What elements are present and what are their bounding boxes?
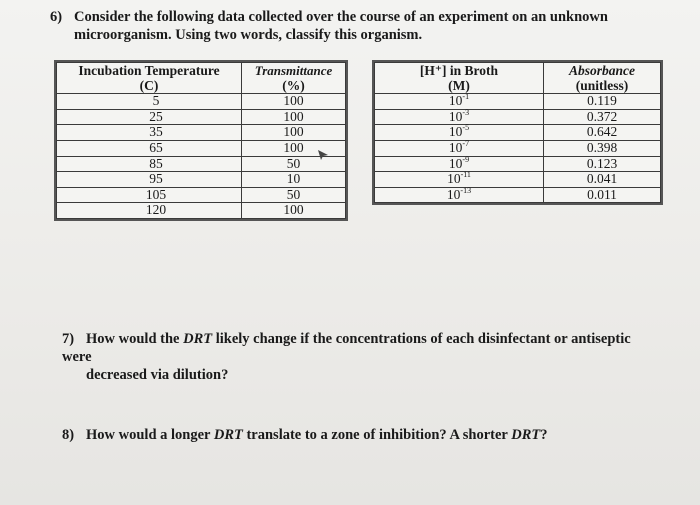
table-row bbox=[375, 109, 661, 125]
table-row bbox=[57, 187, 346, 203]
question-6 bbox=[50, 8, 650, 44]
absorbance-cell: 0.041 bbox=[544, 172, 661, 188]
mouse-cursor-icon bbox=[316, 148, 330, 162]
concentration-cell: $10^{-11}$ bbox=[375, 172, 544, 188]
concentration-cell: $10^{-1}$ bbox=[375, 94, 544, 110]
drt-term: DRT bbox=[213, 427, 243, 443]
absorbance-cell: 0.123 bbox=[544, 156, 661, 172]
table-row bbox=[375, 187, 661, 203]
table-header-row bbox=[375, 63, 661, 94]
absorbance-cell: 0.372 bbox=[544, 109, 661, 125]
table-row bbox=[57, 203, 346, 219]
temperature-cell: 65 bbox=[57, 140, 242, 156]
table-row bbox=[375, 140, 661, 156]
table-row bbox=[57, 172, 346, 188]
concentration-cell: $10^{-7}$ bbox=[375, 140, 544, 156]
concentration-cell: $10^{-9}$ bbox=[375, 156, 544, 172]
absorbance-cell: 0.642 bbox=[544, 125, 661, 141]
temperature-cell: 25 bbox=[57, 109, 242, 125]
concentration-cell: $10^{-13}$ bbox=[375, 187, 544, 203]
temperature-transmittance-table bbox=[56, 62, 346, 219]
hydrogen-absorbance-table bbox=[374, 62, 661, 203]
table-row bbox=[57, 140, 346, 156]
concentration-cell: $10^{-5}$ bbox=[375, 125, 544, 141]
transmittance-cell: 100 bbox=[242, 94, 346, 110]
absorbance-cell: 0.119 bbox=[544, 94, 661, 110]
transmittance-cell: 10 bbox=[242, 172, 346, 188]
temperature-cell: 5 bbox=[57, 94, 242, 110]
table-row bbox=[375, 172, 661, 188]
header-incubation-temperature: Incubation Temperature (C) bbox=[57, 63, 242, 94]
question-6-line1: Consider the following data collected over the course of an experiment on an unknown bbox=[74, 9, 608, 25]
header-transmittance: Transmittance (%) bbox=[242, 63, 346, 94]
header-absorbance: Absorbance (unitless) bbox=[544, 63, 661, 94]
question-7: 7) How would the DRT likely change if the concentrations of each disinfectant or antiseptic were decreased via dilution? bbox=[62, 330, 662, 384]
table-row bbox=[57, 156, 346, 172]
question-7-line2: decreased via dilution? bbox=[86, 367, 229, 383]
absorbance-cell: 0.011 bbox=[544, 187, 661, 203]
transmittance-cell: 100 bbox=[242, 140, 346, 156]
table-row bbox=[57, 125, 346, 141]
temperature-cell: 35 bbox=[57, 125, 242, 141]
concentration-cell: $10^{-3}$ bbox=[375, 109, 544, 125]
question-6-line2: microorganism. Using two words, classify this organism. bbox=[74, 27, 423, 43]
drt-term: DRT bbox=[183, 331, 213, 347]
temperature-cell: 95 bbox=[57, 172, 242, 188]
temperature-cell: 85 bbox=[57, 156, 242, 172]
question-8-number: 8) bbox=[62, 427, 75, 443]
transmittance-cell: 50 bbox=[242, 187, 346, 203]
transmittance-cell: 100 bbox=[242, 203, 346, 219]
transmittance-cell: 50 bbox=[242, 156, 346, 172]
absorbance-cell: 0.398 bbox=[544, 140, 661, 156]
temperature-cell: 120 bbox=[57, 203, 242, 219]
drt-term: DRT bbox=[511, 427, 541, 443]
table-row bbox=[57, 94, 346, 110]
table-row bbox=[375, 125, 661, 141]
question-8: 8) How would a longer DRT translate to a zone of inhibition? A shorter DRT? bbox=[62, 427, 548, 443]
table-row bbox=[57, 109, 346, 125]
question-6-number: 6) bbox=[50, 9, 63, 25]
table-header-row bbox=[57, 63, 346, 94]
question-7-number: 7) bbox=[62, 331, 75, 347]
transmittance-cell: 100 bbox=[242, 125, 346, 141]
transmittance-cell: 100 bbox=[242, 109, 346, 125]
table-row bbox=[375, 156, 661, 172]
header-hydrogen-ion-concentration: [H⁺] in Broth (M) bbox=[375, 63, 544, 94]
temperature-cell: 105 bbox=[57, 187, 242, 203]
table-row bbox=[375, 94, 661, 110]
